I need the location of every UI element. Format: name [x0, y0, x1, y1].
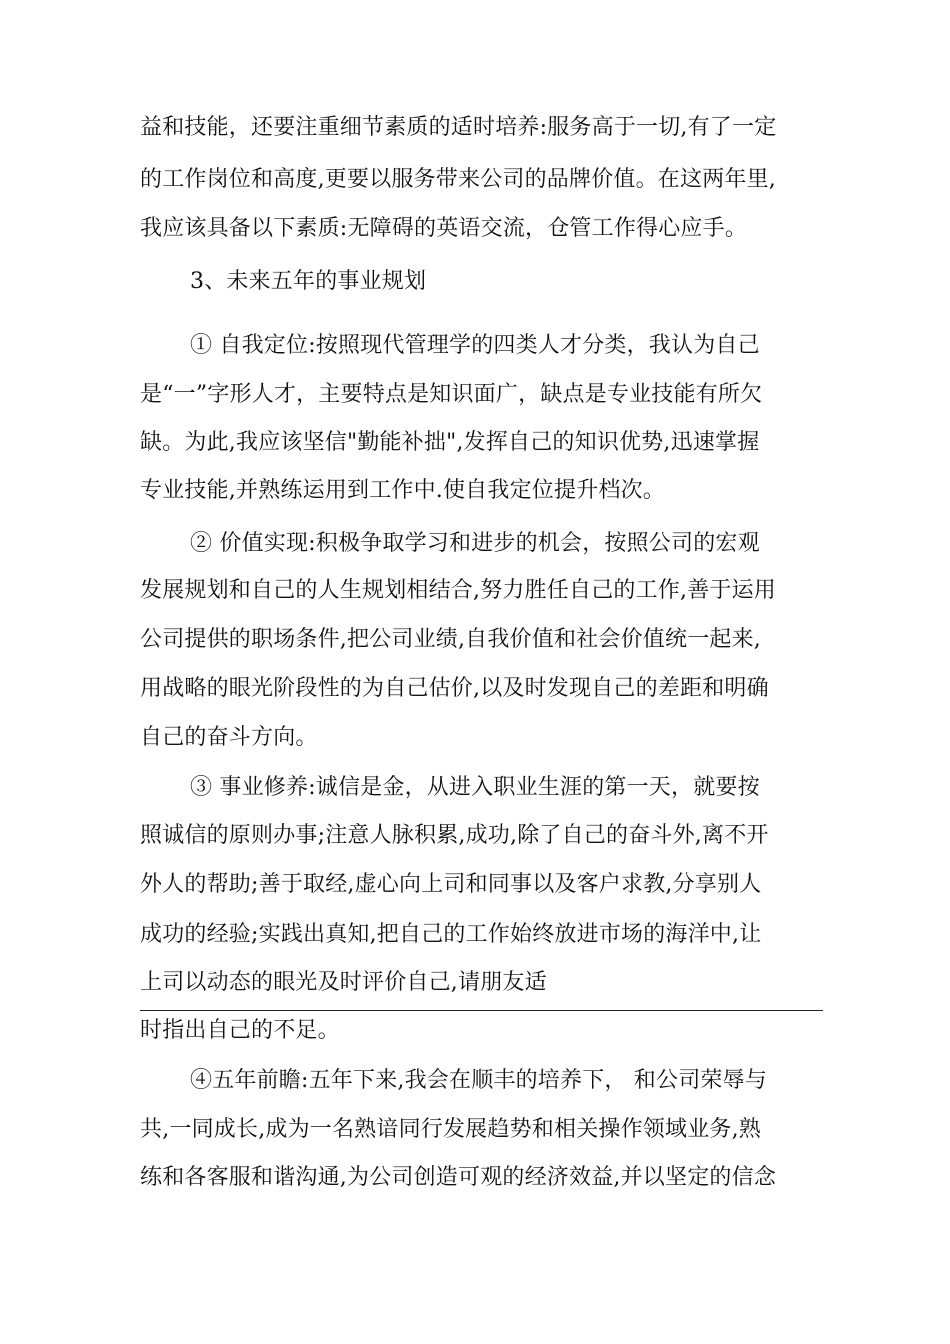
text-line: 成功的经验;实践出真知,把自己的工作始终放进市场的海洋中,让: [140, 922, 762, 947]
text-line: 外人的帮助;善于取经,虚心向上司和同事以及客户求教,分享别人: [140, 872, 762, 897]
text-line: 的工作岗位和高度,更要以服务带来公司的品牌价值。在这两年里,: [140, 167, 776, 192]
text-line: ② 价值实现:积极争取学习和进步的机会，按照公司的宏观: [190, 531, 760, 556]
text-line: 益和技能，还要注重细节素质的适时培养:服务高于一切,有了一定: [140, 115, 777, 140]
text-line: ④五年前瞻:五年下来,我会在顺丰的培养下， 和公司荣辱与: [190, 1068, 768, 1093]
text-line: 公司提供的职场条件,把公司业绩,自我价值和社会价值统一起来,: [140, 627, 761, 652]
text-line: 上司以动态的眼光及时评价自己,请朋友适: [140, 970, 547, 995]
text-line: 是“一”字形人才，主要特点是知识面广，缺点是专业技能有所欠: [140, 382, 763, 407]
text-line: 缺。为此,我应该坚信"勤能补拙",发挥自己的知识优势,迅速掌握: [140, 430, 760, 455]
horizontal-rule: [140, 1010, 823, 1011]
text-line: 练和各客服和谐沟通,为公司创造可观的经济效益,并以坚定的信念: [140, 1165, 776, 1190]
text-line: 用战略的眼光阶段性的为自己估价,以及时发现自己的差距和明确: [140, 676, 769, 701]
text-line: 专业技能,并熟练运用到工作中.使自我定位提升档次。: [140, 478, 665, 503]
text-line: 我应该具备以下素质:无障碍的英语交流，仓管工作得心应手。: [140, 216, 748, 241]
text-line: 时指出自己的不足。: [140, 1018, 340, 1043]
text-line: ① 自我定位:按照现代管理学的四类人才分类，我认为自己: [190, 333, 760, 358]
text-line: 发展规划和自己的人生规划相结合,努力胜任自己的工作,善于运用: [140, 578, 776, 603]
text-line: 照诚信的原则办事;注意人脉积累,成功,除了自己的奋斗外,离不开: [140, 823, 769, 848]
text-line: 自己的奋斗方向。: [140, 725, 318, 750]
text-line: 共,一同成长,成为一名熟谙同行发展趋势和相关操作领域业务,熟: [140, 1117, 761, 1142]
text-line: ③ 事业修养:诚信是金，从进入职业生涯的第一天，就要按: [190, 775, 760, 800]
section-heading: 3、未来五年的事业规划: [190, 269, 427, 294]
